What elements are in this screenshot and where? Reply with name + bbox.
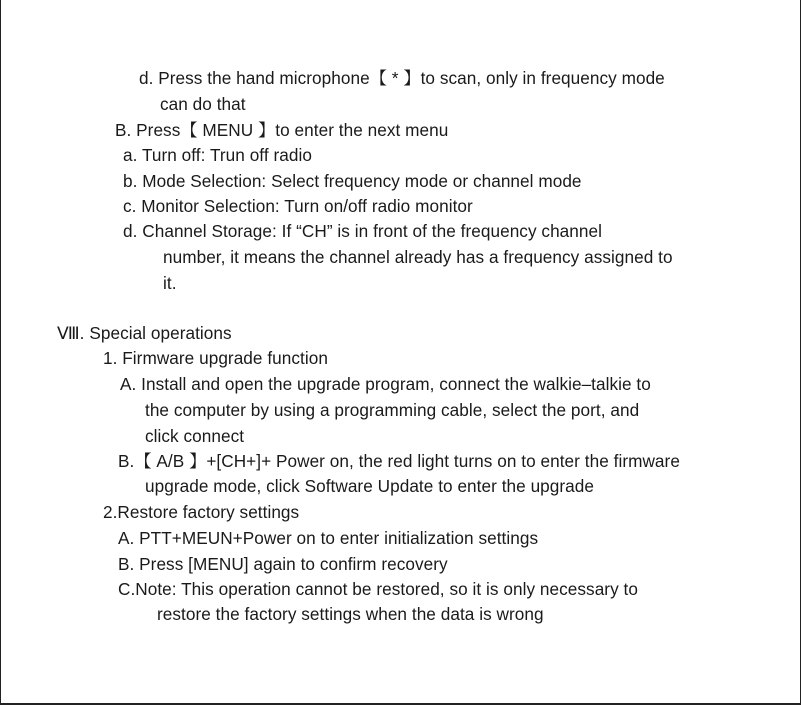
text-line: can do that [160,94,246,114]
text-line: 2.Restore factory settings [103,502,300,522]
text-line: 1. Firmware upgrade function [103,348,328,368]
text-line: restore the factory settings when the data is wrong [157,604,544,624]
text-line: A. PTT+MEUN+Power on to enter initialization settings [118,528,539,548]
text-line: B.【 A/B 】+[CH+]+ Power on, the red light turns on to enter the firmware [118,451,680,471]
text-line: b. Mode Selection: Select frequency mode or channel mode [123,171,582,191]
text-line: A. Install and open the upgrade program, connect the walkie–talkie to [120,374,651,394]
text-line: number, it means the channel already has a frequency assigned to [163,247,673,267]
text-line: B. Press【 MENU 】to enter the next menu [115,120,449,140]
text-line: the computer by using a programming cable, select the port, and [145,400,640,420]
text-line: C.Note: This operation cannot be restored, so it is only necessary to [118,579,638,599]
text-line: c. Monitor Selection: Turn on/off radio monitor [123,196,473,216]
text-line: it. [163,273,177,293]
text-line: d. Press the hand microphone【 * 】to scan, only in frequency mode [139,68,665,88]
text-line: a. Turn off: Trun off radio [123,145,312,165]
text-line: d. Channel Storage: If “CH” is in front of the frequency channel [123,221,602,241]
section-heading: Ⅷ. Special operations [57,323,232,343]
text-line: B. Press [MENU] again to confirm recovery [118,554,448,574]
text-line: upgrade mode, click Software Update to enter the upgrade [145,476,594,496]
text-line: click connect [145,426,245,446]
